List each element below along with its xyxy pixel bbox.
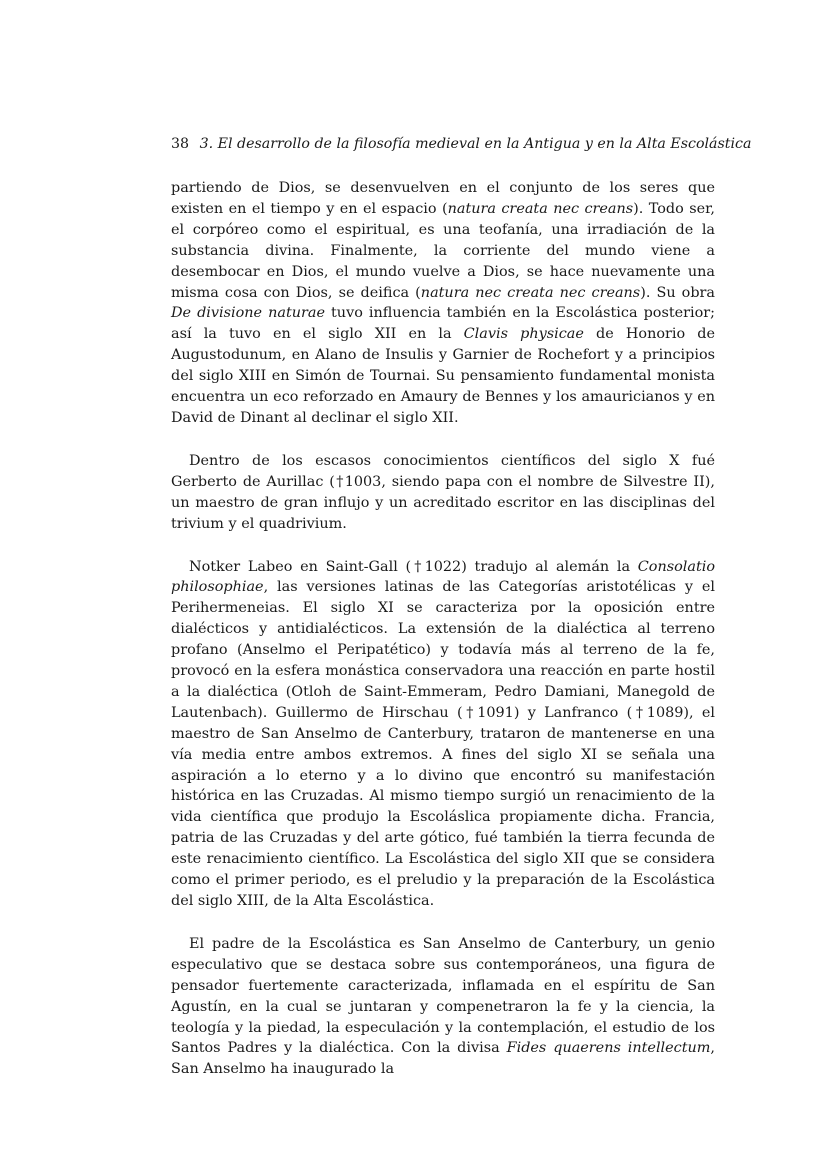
paragraph xyxy=(171,451,715,535)
italic-title: Consolatio philosophiae xyxy=(171,558,715,596)
italic-motto: Fides quaerens intellectum xyxy=(506,1040,711,1057)
text-run: El padre de la Escolástica es San Anselmo de Canterbury, un genio especulativo que se destaca sobre sus contemporáneos, una figura de pensador fuertemente caracterizada, inflamada en el espíritu de San Agustín, en la cual se juntaran y compenetraron la fe y la ciencia, la teología y la piedad, la especulación y la contemplación, el estudio de los Santos Padres y la dialéctica. Con la divisa xyxy=(171,935,715,1057)
text-run: , las versiones latinas de las Categorías aristotélicas y el Perihermeneias. El siglo XI se caracteriza por la oposición entre dialécticos y antidialécticos. La extensión de la dialéctica al terreno profano (Anselmo el Peripatético) y todavía más al terreno de la fe, provocó en la esfera monástica conservadora una reacción en parte hostil a la dialéctica (Otloh de Saint-Emmeram, Pedro Damiani, Manegold de Lautenbach). Guillermo de Hirschau (†1091) y Lanfranco (†1089), el maestro de San Anselmo de Canterbury, trataron de mantenerse en una vía media entre ambos extremos. A fines del siglo XI se señala una aspiración a lo eterno y a lo divino que encontró su manifestación histórica en las Cruzadas. Al mismo tiempo surgió un renacimiento de la vida científica que produjo la Escoláslica propiamente dicha. Francia, patria de las Cruzadas y del arte gótico, fué también la tierra fecunda de este renacimiento científico. La Escolástica del siglo XII que se considera como el primer periodo, es el preludio y la preparación de la Escolástica del siglo XIII, de la Alta Escolástica. xyxy=(171,579,715,909)
paragraph xyxy=(171,178,715,429)
text-run: de Honorio de Augustodunum, en Alano de Insulis y Garnier de Rochefort y a principios del siglo XIII en Simón de Tournai. Su pensamiento fundamental monista encuentra un eco reforzado en Amaury de Bennes y los amauricianos y en David de Dinant al declinar el siglo XII. xyxy=(171,326,715,426)
text-run: Dentro de los escasos conocimientos científicos del siglo X fué Gerberto de Aurillac (†1003, siendo papa con el nombre de Silvestre II), un maestro de gran influjo y un acreditado escritor en las disciplinas del trivium y el quadrivium. xyxy=(171,452,715,532)
body-text xyxy=(171,178,715,1080)
italic-term: natura nec creata nec creans xyxy=(420,284,641,301)
italic-title: De divisione naturae xyxy=(171,305,325,322)
italic-term: natura creata nec creans xyxy=(447,200,634,217)
page-number: 38 xyxy=(171,136,190,152)
running-title: 3. El desarrollo de la filosofía medieval en la Antigua y en la Alta Escolástica xyxy=(199,136,752,152)
paragraph xyxy=(171,557,715,912)
text-run: Notker Labeo en Saint-Gall (†1022) tradujo al alemán la xyxy=(189,558,638,575)
italic-title: Clavis physicae xyxy=(463,326,584,343)
paragraph xyxy=(171,934,715,1080)
text-run: , San Anselmo ha inaugurado la xyxy=(171,1040,715,1078)
text-run: ). Su obra xyxy=(640,284,715,301)
text-run: tuvo influencia también en la Escolástica posterior; así la tuvo en el siglo XII en la xyxy=(171,305,716,343)
text-run: partiendo de Dios, se desenvuelven en el conjunto de los seres que existen en el tiempo y en el espacio ( xyxy=(171,180,715,217)
page-header xyxy=(171,134,752,154)
text-run: ). Todo ser, el corpóreo como el espiritual, es una teofanía, una irradiación de la substancia divina. Finalmente, la corriente del mundo viene a desembocar en Dios, el mundo vuelve a Dios, se hace nuevamente una misma cosa con Dios, se deifica ( xyxy=(171,200,716,301)
